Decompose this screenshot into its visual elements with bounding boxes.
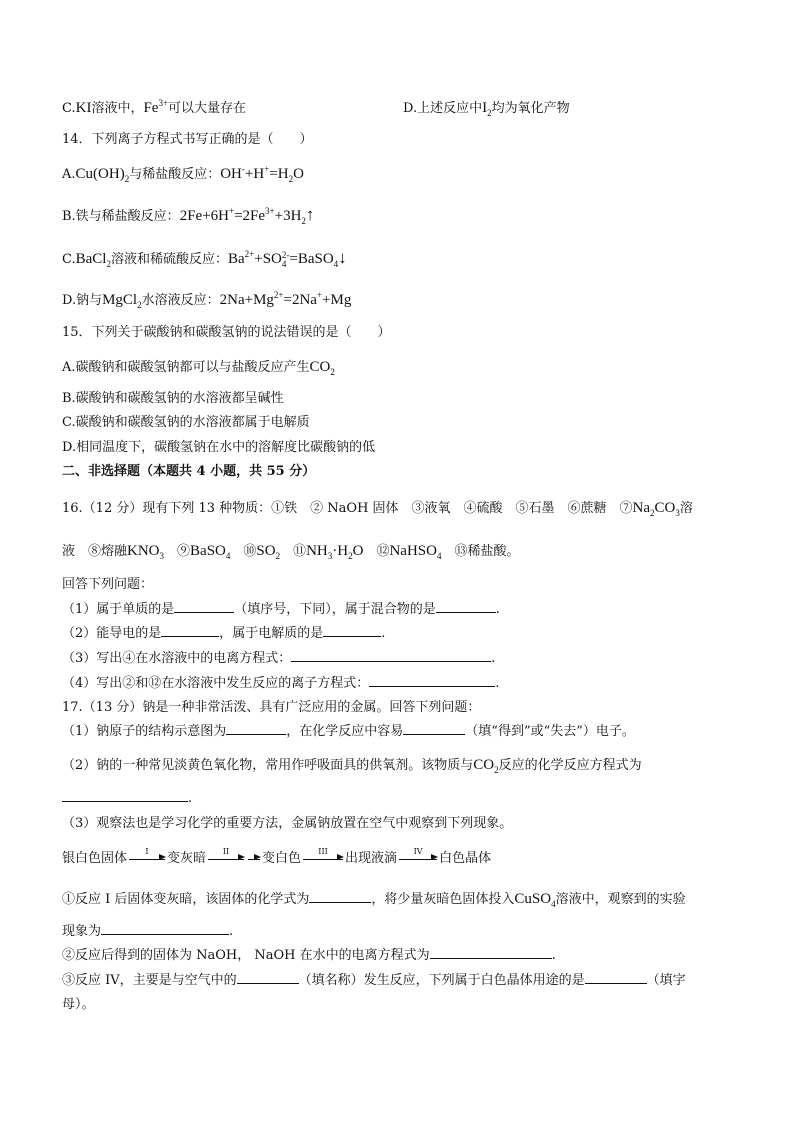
equation-a: $OH^-+H^+=H_2O$: [220, 164, 304, 184]
formula-co2: $CO_2$: [473, 757, 499, 775]
precipitate-arrow: ↓: [338, 248, 347, 267]
answer-blank[interactable]: [369, 674, 495, 687]
answer-blank[interactable]: [161, 624, 219, 637]
q17-reaction3: ③反应 IV，主要是与空气中的 （填名称）发生反应，下列属于白色晶体用途的是 （填字: [62, 973, 686, 988]
formula-na2co3: $Na_2CO_3$: [632, 500, 680, 518]
q16-part2: （2）能导电的是 ，属于电解质的是 .: [62, 626, 386, 641]
q17-part1: （1）钠原子的结构示意图为 ，在化学反应中容易 （填“得到”或“失去”）电子。: [62, 724, 635, 739]
q15-option-c: C.碳酸钠和碳酸氢钠的水溶液都属于电解质: [62, 415, 310, 430]
answer-blank[interactable]: [174, 600, 234, 613]
answer-blank[interactable]: [101, 922, 229, 935]
q13-c-text: 溶液中，: [91, 101, 144, 116]
flow-state-3: 变白色: [262, 851, 302, 866]
q14-option-b: B.铁与稀盐酸反应：$2Fe+6H^+=2Fe^{3+}+3H_2↑$: [62, 205, 315, 226]
sodium-flow: [62, 849, 491, 869]
reaction-arrow-4: IV: [399, 857, 437, 860]
formula-i2: $I_2$: [482, 100, 492, 118]
q16-substances-line2: 液 ⑧熔融$KNO_3$ ⑨BaSO$_4$ $⑩SO_2$ $⑪NH_3\cdot H_2O$ ⑫NaHSO$_4$ ⑬稀盐酸。: [62, 543, 520, 561]
answer-blank[interactable]: [226, 722, 286, 735]
flow-state-5: 白色晶体: [439, 851, 492, 866]
q13-option-c: [62, 98, 246, 119]
q13-option-d: [403, 98, 570, 119]
answer-blank[interactable]: [403, 722, 465, 735]
q13-d-text: D.上述反应中: [403, 101, 483, 116]
answer-blank[interactable]: [585, 971, 647, 984]
flow-state-1: 银白色固体: [62, 851, 128, 866]
q17-stem: 17.（13 分）钠是一种非常活泼、具有广泛应用的金属。回答下列问题：: [62, 700, 481, 715]
answer-blank[interactable]: [436, 600, 496, 613]
q16-part3: （3）写出④在水溶液中的电离方程式： .: [62, 651, 496, 666]
q15-option-d: D.相同温度下，碳酸氢钠在水中的溶解度比碳酸钠的低: [62, 440, 376, 455]
q17-reaction1-line2: 现象为 .: [62, 924, 234, 939]
formula-co2: $CO_2$: [309, 359, 335, 377]
reaction-arrow-2b: [248, 857, 260, 860]
q15-stem: 15．下列关于碳酸钠和碳酸氢钠的说法错误的是（ ）: [62, 325, 391, 340]
q13-d-end: 均为氧化产物: [491, 101, 570, 116]
q15-option-a: A.碳酸钠和碳酸氢钠都可以与盐酸反应产生$CO_2$: [62, 359, 335, 377]
q13-c-end: 可以大量存在: [168, 101, 247, 116]
gas-arrow: ↑: [305, 205, 315, 224]
formula-cuso4: CuSO$_4$: [514, 891, 556, 909]
formula-fe3: $Fe^{3+}$: [143, 98, 169, 116]
q17-part3: （3）观察法也是学习化学的重要方法，金属钠放置在空气中观察到下列现象。: [62, 816, 513, 831]
formula-cuoh2: $Cu(OH)_2$: [75, 166, 130, 184]
q17-part2: （2）钠的一种常见淡黄色氧化物，常用作呼吸面具的供氧剂。该物质与$CO_2$反应的化学反应方程式为: [62, 757, 642, 775]
formula-mgcl2: MgCl$_2$: [102, 292, 142, 310]
answer-blank[interactable]: [62, 789, 188, 802]
answer-blank[interactable]: [237, 971, 299, 984]
q15-option-b: B.碳酸钠和碳酸氢钠的水溶液都呈碱性: [62, 391, 284, 406]
q16-part4: （4）写出②和⑫在水溶液中发生反应的离子方程式： .: [62, 676, 500, 691]
q17-reaction3-line2: 母）。: [62, 997, 95, 1012]
formula-bacl2: BaCl$_2$: [75, 251, 111, 269]
q17-reaction2: ②反应后得到的固体为 NaOH， NaOH 在水中的电离方程式为 .: [62, 948, 556, 963]
reaction-arrow-3: III: [303, 857, 343, 860]
q16-part1: （1）属于单质的是 （填序号，下同），属于混合物的是 .: [62, 602, 500, 617]
answer-blank[interactable]: [430, 946, 552, 959]
q16-answer-intro: 回答下列问题：: [62, 577, 154, 592]
q14-stem: 14．下列离子方程式书写正确的是（ ）: [62, 132, 313, 147]
q17-part2-answer: .: [62, 789, 192, 809]
section-title: 二、非选择题（本题共 4 小题，共 55 分）: [62, 464, 316, 479]
answer-blank[interactable]: [309, 890, 371, 903]
answer-blank[interactable]: [323, 624, 381, 637]
equation-b: $2Fe+6H^+=2Fe^{3+}+3H_2↑$: [179, 205, 315, 226]
flow-state-4: 出现液滴: [345, 851, 398, 866]
equation-d: $2Na+Mg^{2+}=2Na^++Mg$: [219, 290, 352, 308]
flow-state-2: 变灰暗: [167, 851, 207, 866]
q16-stem: 16.（12 分）现有下列 13 种物质：①铁 ② NaOH 固体 ③液氧 ④硫酸 ⑤石墨 ⑥蔗糖 $⑦Na_2CO_3$溶: [62, 500, 693, 518]
q14-option-a: $A.Cu(OH)_2$与稀盐酸反应：$OH^-+H^+=H_2O$: [62, 164, 304, 184]
q14-option-c: C.BaCl$_2$溶液和稀硫酸反应：$Ba^{2+}+SO$ 2- 4 =BaSO$_4$↓: [62, 248, 347, 269]
q14-option-d: D.钠与MgCl$_2$水溶液反应：$2Na+Mg^{2+}=2Na^++Mg$: [62, 290, 352, 310]
reaction-arrow-2: II: [208, 857, 244, 860]
reaction-arrow-1: I: [129, 857, 165, 860]
formula-ki: KI: [75, 100, 92, 116]
q13-c-prefix: C.: [62, 101, 76, 116]
answer-blank[interactable]: [291, 649, 491, 662]
equation-c: $Ba^{2+}+SO$ 2- 4 =BaSO$_4$↓: [227, 248, 347, 269]
q17-reaction1: ①反应 I 后固体变灰暗，该固体的化学式为 ，将少量灰暗色固体投入CuSO$_4$溶液中，观察到的实验: [62, 891, 686, 909]
